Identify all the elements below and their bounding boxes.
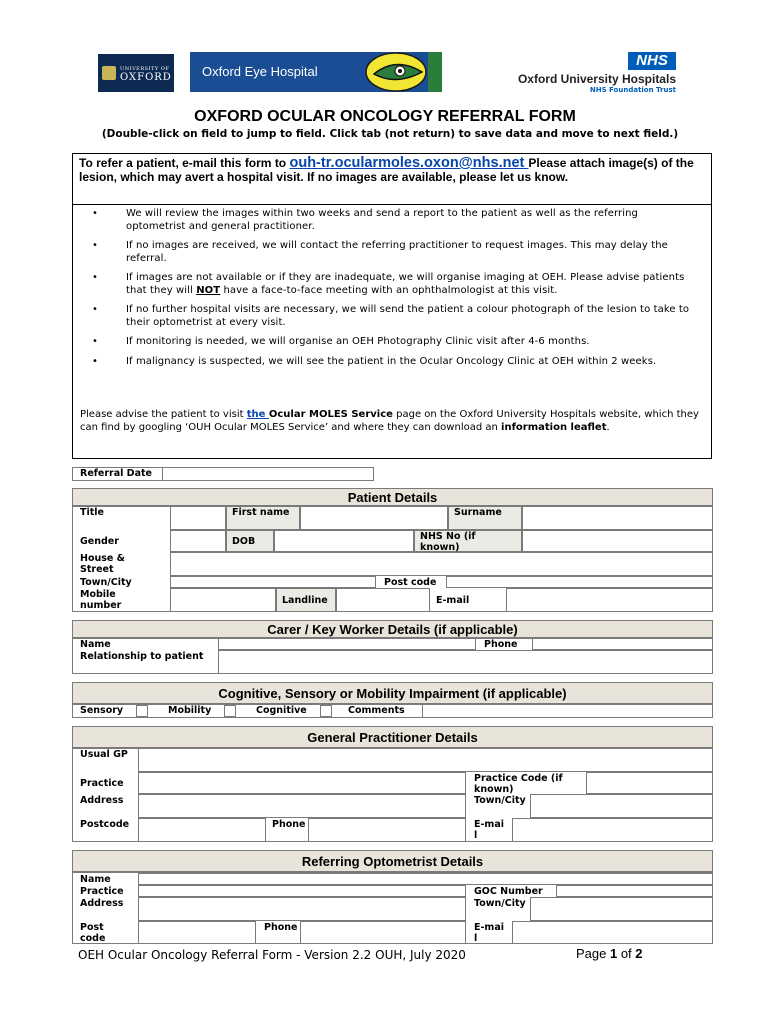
list-item: • We will review the images within two weeks and send a report to the patient as well as the referring optometrist and general practitioner.	[92, 208, 692, 233]
surname-field[interactable]	[522, 506, 713, 530]
referral-email-link[interactable]: ouh-tr.ocularmoles.oxon@nhs.net	[289, 155, 529, 171]
patient-details-heading: Patient Details	[72, 488, 713, 506]
page-number: Page 1 of 2	[576, 946, 643, 961]
mobile-field[interactable]	[170, 588, 276, 612]
goc-number-label: GOC Number	[474, 886, 543, 897]
referral-instructions: To refer a patient, e-mail this form to ouh-tr.ocularmoles.oxon@nhs.net Please attach image(s) of the lesion, which may avert a hospital visit. If no images are available, please let us know.	[72, 153, 712, 205]
list-item: • If malignancy is suspected, we will see the patient in the Ocular Oncology Clinic at OEH within 2 weeks.	[92, 356, 692, 369]
information-leaflet-link[interactable]: information leaflet	[501, 421, 607, 433]
house-street-label: House & Street	[80, 553, 125, 575]
usual-gp-field[interactable]	[138, 748, 713, 772]
carer-name-field[interactable]	[218, 638, 476, 650]
optom-address-field[interactable]	[138, 897, 466, 921]
gp-address-label: Address	[80, 795, 124, 806]
moles-service-link[interactable]: the	[246, 409, 269, 420]
advise-paragraph: Please advise the patient to visit the Ocular MOLES Service page on the Oxford University Hospitals website, which they can find by googling ‘OUH Ocular MOLES Service’ and where they can download an information leaflet.	[80, 409, 699, 433]
relationship-field[interactable]	[218, 650, 713, 674]
gp-practice-label: Practice	[80, 778, 124, 789]
patient-email-field[interactable]	[506, 588, 713, 612]
oxford-university-logo: UNIVERSITY OF OXFORD	[98, 54, 174, 92]
dob-field[interactable]	[274, 530, 414, 552]
gender-label: Gender	[80, 536, 119, 547]
mobility-label: Mobility	[168, 705, 212, 716]
optom-practice-field[interactable]	[138, 885, 466, 897]
mobile-label: Mobile number	[80, 589, 122, 611]
optom-town-label: Town/City	[474, 898, 526, 909]
first-name-field[interactable]	[300, 506, 448, 530]
list-item: • If no further hospital visits are necessary, we will send the patient a colour photograph of the lesion to take to their optometrist at every visit.	[92, 304, 692, 329]
optom-address-label: Address	[80, 898, 124, 909]
oxford-eye-hospital-logo: Oxford Eye Hospital	[190, 52, 442, 92]
list-item: • If images are not available or if they are inadequate, we will organise imaging at OEH. Please advise patients that they will NOT have a face-to-face meeting with an ophthalmologist at this visit.	[92, 272, 692, 297]
gp-phone-label: Phone	[272, 819, 306, 830]
optom-postcode-label: Post code	[80, 922, 106, 944]
sensory-label: Sensory	[80, 705, 124, 716]
title-field[interactable]	[170, 506, 226, 530]
gp-postcode-label: Postcode	[80, 819, 130, 830]
list-item: • If monitoring is needed, we will organise an OEH Photography Clinic visit after 4-6 months.	[92, 336, 692, 349]
town-city-field[interactable]	[170, 576, 376, 588]
usual-gp-label: Usual GP	[80, 749, 128, 760]
postcode-field[interactable]	[446, 576, 713, 588]
nhs-no-field[interactable]	[522, 530, 713, 552]
crest-icon	[102, 66, 116, 80]
optom-postcode-field[interactable]	[138, 921, 256, 944]
town-city-label: Town/City	[80, 577, 132, 588]
form-title: OXFORD OCULAR ONCOLOGY REFERRAL FORM	[194, 108, 576, 125]
process-bullet-list	[92, 208, 692, 375]
referral-date-input[interactable]	[162, 467, 374, 481]
optom-name-field[interactable]	[138, 873, 713, 885]
gp-email-field[interactable]	[512, 818, 713, 842]
dob-label: DOB	[232, 536, 256, 547]
title-label: Title	[80, 507, 104, 518]
sensory-checkbox[interactable]	[136, 705, 148, 717]
optom-practice-label: Practice	[80, 886, 124, 897]
carer-name-label: Name	[80, 639, 111, 650]
form-instructions: (Double-click on field to jump to field. Click tab (not return) to save data and move to next field.)	[101, 128, 679, 140]
optom-town-field[interactable]	[530, 897, 713, 921]
relationship-label: Relationship to patient	[80, 651, 204, 662]
mobility-checkbox[interactable]	[224, 705, 236, 717]
carer-phone-field[interactable]	[532, 638, 713, 650]
practice-code-label: Practice Code (if known)	[474, 773, 563, 795]
list-item: • If no images are received, we will contact the referring practitioner to request images. This may delay the referral.	[92, 240, 692, 265]
gp-phone-field[interactable]	[308, 818, 466, 842]
house-street-field[interactable]	[170, 552, 713, 576]
practice-code-field[interactable]	[586, 772, 713, 794]
gp-details-heading: General Practitioner Details	[72, 726, 713, 748]
cognitive-label: Cognitive	[256, 705, 307, 716]
nhs-no-label: NHS No (if known)	[420, 531, 476, 553]
landline-label: Landline	[282, 595, 328, 606]
optom-email-field[interactable]	[512, 921, 713, 944]
optom-email-label: E-mail	[474, 922, 504, 944]
optometrist-heading: Referring Optometrist Details	[72, 850, 713, 872]
footer-version: OEH Ocular Oncology Referral Form - Version 2.2 OUH, July 2020	[78, 948, 466, 962]
referral-date-label: Referral Date	[80, 468, 152, 479]
impairment-heading: Cognitive, Sensory or Mobility Impairment (if applicable)	[72, 682, 713, 704]
ouh-nhs-logo: NHS Oxford University Hospitals NHS Foundation Trust	[517, 52, 676, 94]
carer-phone-label: Phone	[484, 639, 518, 650]
cognitive-checkbox[interactable]	[320, 705, 332, 717]
goc-number-field[interactable]	[556, 885, 713, 897]
optom-name-label: Name	[80, 874, 111, 885]
surname-label: Surname	[454, 507, 502, 518]
landline-field[interactable]	[336, 588, 430, 612]
comments-label: Comments	[348, 705, 405, 716]
gp-practice-field[interactable]	[138, 772, 466, 794]
postcode-label: Post code	[384, 577, 437, 588]
gp-town-field[interactable]	[530, 794, 713, 818]
gp-address-field[interactable]	[138, 794, 466, 818]
optom-phone-field[interactable]	[300, 921, 466, 944]
gp-town-label: Town/City	[474, 795, 526, 806]
optom-phone-label: Phone	[264, 922, 298, 933]
carer-details-heading: Carer / Key Worker Details (if applicable)	[72, 620, 713, 638]
eye-emblem-icon	[360, 52, 442, 92]
patient-email-label: E-mail	[436, 595, 470, 606]
comments-field[interactable]	[422, 704, 713, 718]
gp-postcode-field[interactable]	[138, 818, 266, 842]
gender-field[interactable]	[170, 530, 226, 552]
gp-email-label: E-mail	[474, 819, 504, 841]
first-name-label: First name	[232, 507, 290, 518]
